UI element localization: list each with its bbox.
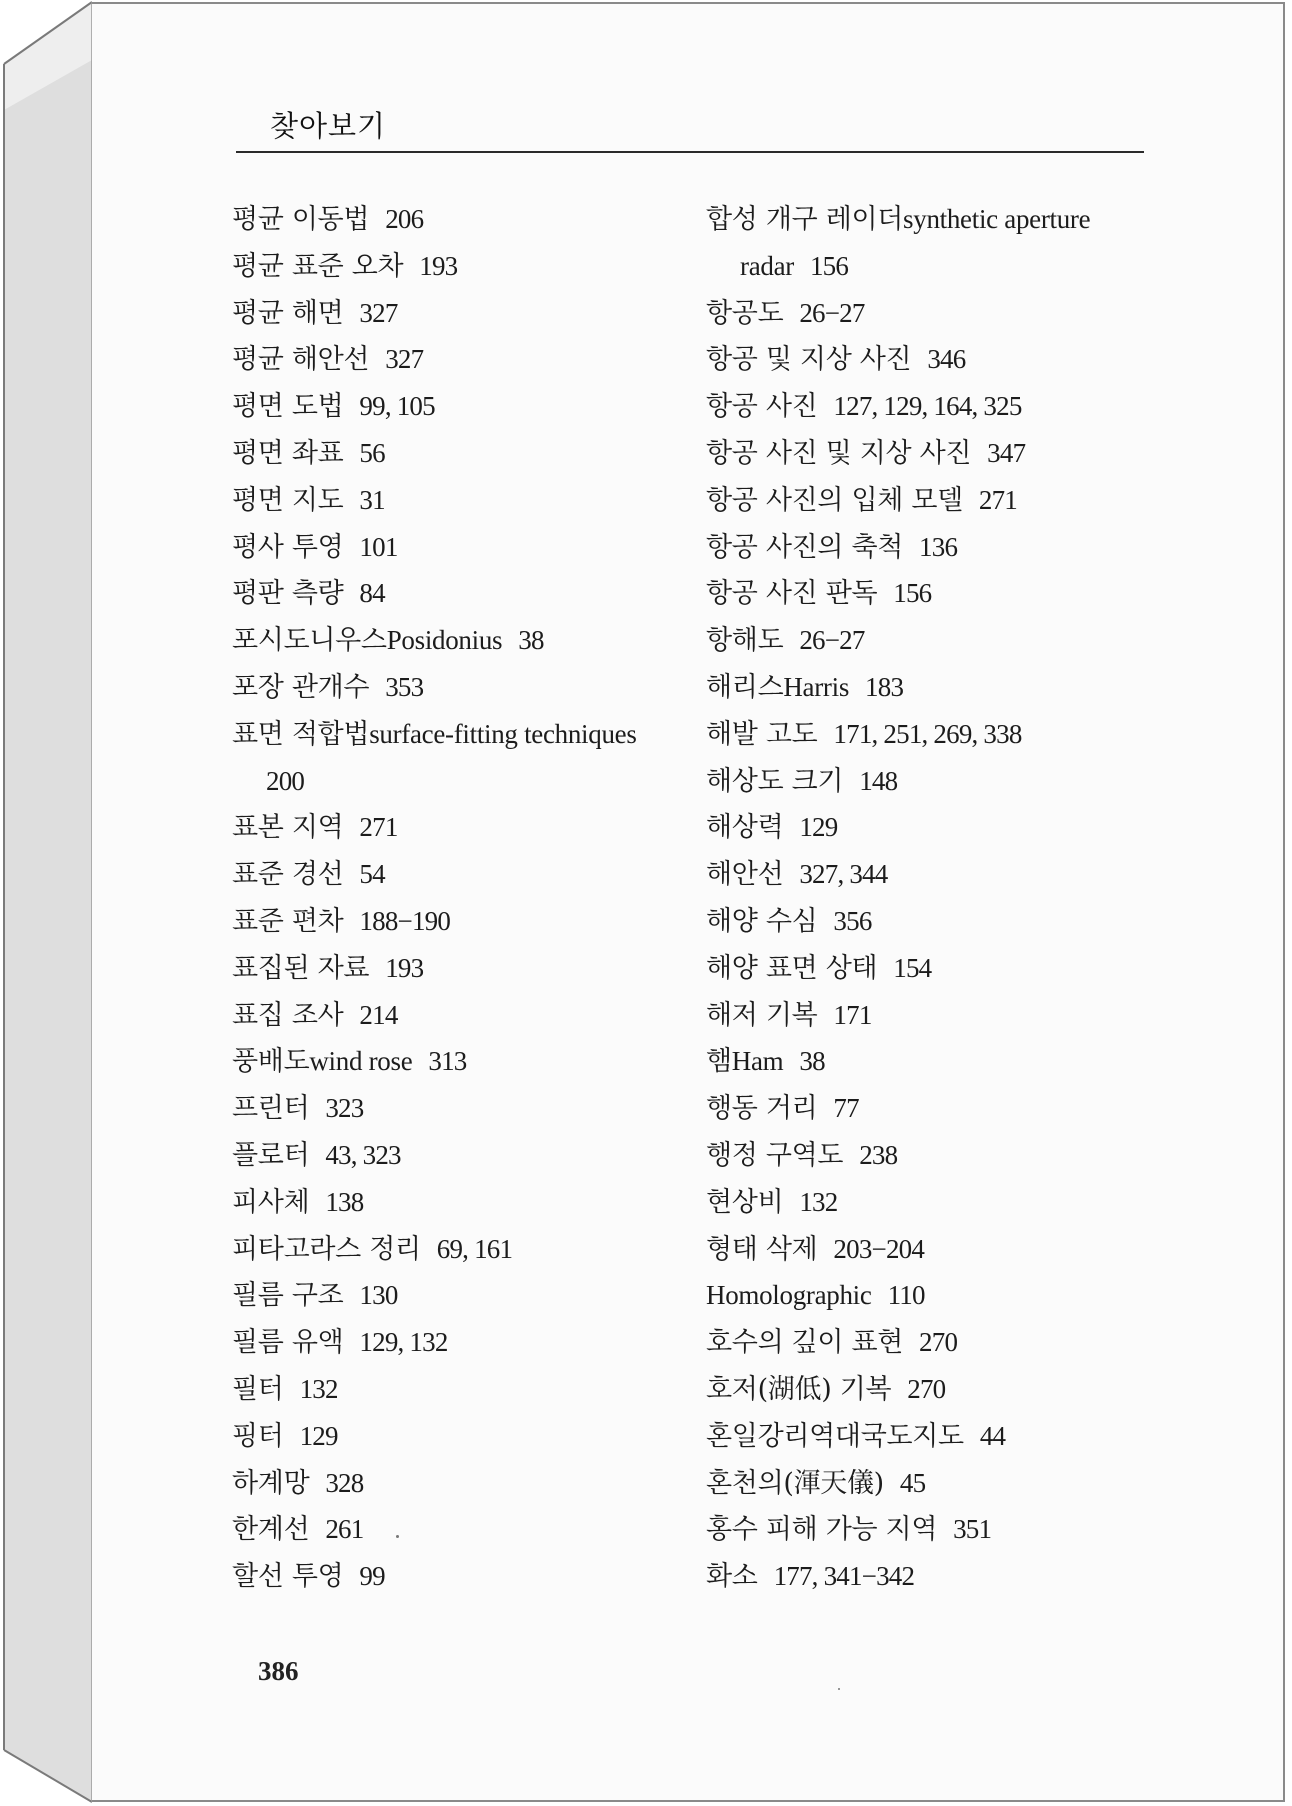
index-entry [232,1319,692,1366]
index-term: 평면 좌표 [232,437,344,469]
index-pages: 323 [325,1093,364,1124]
index-term: 풍배도 [232,1046,310,1078]
index-term: 항공 사진 [706,391,818,423]
index-term: 프린터 [232,1093,310,1125]
index-term-english: Ham [731,1046,784,1077]
index-pages: 127, 129, 164, 325 [833,391,1022,422]
index-term: 표본 지역 [232,812,344,844]
index-pages: 270 [907,1373,946,1404]
index-pages: 69, 161 [436,1233,513,1264]
index-entry [232,945,692,992]
index-term: 표집 조사 [232,999,344,1031]
index-entry [706,524,1166,571]
index-entry [706,1319,1166,1366]
index-term: 행정 구역도 [706,1139,844,1171]
index-term: 항공 사진 판독 [706,578,878,610]
index-entry [232,851,692,898]
index-entry [232,336,692,383]
index-term: 해양 표면 상태 [706,952,878,984]
index-pages: 271 [359,812,398,843]
index-entry [706,851,1166,898]
index-term: 햄 [706,1046,732,1078]
index-pages: 129, 132 [359,1327,448,1358]
index-entry [706,1366,1166,1413]
index-entry [232,290,692,337]
index-term: 항공 및 지상 사진 [706,344,912,376]
index-pages: 183 [865,671,904,702]
index-entry [706,1413,1166,1460]
index-entry [232,617,692,664]
index-pages: 206 [385,204,424,234]
index-pages: 347 [987,437,1026,468]
page-number: 386 [258,1656,299,1686]
index-entry [706,1179,1166,1226]
index-entry [706,1226,1166,1273]
index-term: 피타고라스 정리 [232,1233,421,1265]
index-pages: 56 [359,437,385,468]
index-pages: 99, 105 [359,391,435,422]
index-entry [706,804,1166,851]
index-entry [232,1085,692,1132]
index-term: 표집된 자료 [232,952,370,984]
index-entry [706,1038,1166,1085]
index-term: 행동 거리 [706,1093,818,1125]
index-entry [706,290,1166,337]
index-pages: 261 [325,1514,364,1545]
index-entry [232,1132,692,1179]
index-term-english: Posidonius [386,625,503,656]
index-entry [706,196,1166,243]
index-pages: 270 [919,1327,958,1358]
index-entry [706,336,1166,383]
index-column-left [232,196,692,1600]
index-term: 필터 [232,1373,284,1405]
index-term: 표면 적합법 [232,718,370,750]
index-entry [232,430,692,477]
index-term: 혼일강리역대국도지도 [706,1420,964,1452]
index-entry [706,570,1166,617]
index-term-english: wind rose [309,1046,413,1077]
book-spine-edge [0,0,96,1806]
index-entry [232,1553,692,1600]
index-entry [706,1132,1166,1179]
index-entry [232,477,692,524]
index-entry [706,945,1166,992]
index-entry [232,243,692,290]
index-term: 현상비 [706,1186,784,1218]
index-entry [232,383,692,430]
index-entry [232,1038,692,1085]
index-term: 합성 개구 레이더 [706,204,904,235]
index-entry [232,758,692,805]
index-entry [232,1506,692,1553]
index-term: 항공도 [706,297,784,329]
index-term: 핑터 [232,1420,284,1452]
page-header-title: 찾아보기 [270,109,387,143]
index-pages: 132 [299,1373,338,1404]
index-entry [232,1179,692,1226]
index-pages: 148 [859,765,898,796]
index-term: 호저(湖低) 기복 [706,1373,892,1405]
index-term-english: Homolographic [706,1280,872,1311]
index-entry [706,1460,1166,1507]
index-term: 평균 이동법 [232,204,370,235]
index-pages: 154 [893,952,932,983]
index-pages: 45 [899,1467,926,1498]
index-term: 해저 기복 [706,999,818,1031]
index-pages: 214 [359,999,398,1030]
index-term-english: surface-fitting techniques [369,718,637,749]
index-pages: 346 [927,344,966,375]
index-term-english: radar [740,250,794,281]
index-pages: 177, 341−342 [773,1561,915,1592]
index-term: 플로터 [232,1139,310,1171]
index-pages: 351 [953,1514,992,1545]
index-pages: 44 [979,1420,1006,1451]
index-pages: 38 [799,1046,825,1077]
index-pages: 156 [809,250,849,281]
index-term-english: Harris [783,671,850,702]
index-entry [232,1413,692,1460]
stray-dot [396,1535,399,1538]
index-term: 항해도 [706,625,784,657]
index-entry [706,617,1166,664]
index-entry [232,711,692,758]
index-pages: 193 [419,250,458,281]
index-term: 형태 삭제 [706,1233,818,1265]
header-rule [236,151,1144,153]
index-entry [232,524,692,571]
index-pages: 238 [859,1139,898,1170]
index-entry [232,898,692,945]
index-term: 평면 지도 [232,484,344,516]
index-term: 필름 구조 [232,1280,344,1312]
index-term: 호수의 깊이 표현 [706,1327,904,1359]
index-entry [706,1272,1166,1319]
index-entry [232,1460,692,1507]
index-pages: 77 [833,1093,859,1124]
index-term: 평균 해면 [232,297,344,329]
index-term: 해발 고도 [706,718,818,750]
index-entry [232,992,692,1039]
index-pages: 328 [325,1467,364,1498]
index-term: 평면 도법 [232,391,344,423]
index-term: 혼천의(渾天儀) [706,1467,884,1499]
index-pages: 110 [887,1280,925,1311]
index-term: 해양 수심 [706,905,818,937]
index-entry [232,804,692,851]
index-pages: 353 [385,671,424,702]
index-entry [706,383,1166,430]
index-pages: 356 [833,905,872,936]
index-pages: 193 [385,952,424,983]
index-pages: 203−204 [833,1233,925,1264]
index-term: 하계망 [232,1467,310,1499]
index-entry [706,1553,1166,1600]
index-term: 피사체 [232,1186,310,1218]
index-pages: 313 [428,1046,467,1077]
index-term: 필름 유액 [232,1327,344,1359]
index-term: 포시도니우스 [232,625,387,657]
index-entry [706,664,1166,711]
index-term: 해상도 크기 [706,765,844,797]
index-pages: 26−27 [799,297,865,328]
index-pages: 327, 344 [799,859,888,890]
index-entry [232,570,692,617]
index-term: 항공 사진의 입체 모델 [706,484,963,516]
index-pages: 327 [385,344,424,375]
index-entry [706,1085,1166,1132]
index-pages: 132 [799,1186,838,1217]
index-pages: 136 [919,531,958,562]
index-term: 평균 해안선 [232,344,370,376]
index-entry [706,477,1166,524]
index-pages: 130 [359,1280,398,1311]
index-term: 항공 사진의 축척 [706,531,904,563]
index-term: 표준 경선 [232,859,344,891]
index-entry [706,711,1166,758]
index-term: 홍수 피해 가능 지역 [706,1514,938,1546]
index-term: 해안선 [706,859,784,891]
index-column-right [706,196,1166,1600]
index-pages: 43, 323 [325,1139,401,1170]
index-entry [232,196,692,243]
index-term: 한계선 [232,1514,310,1546]
index-term: 할선 투영 [232,1561,344,1593]
index-pages: 54 [359,859,385,890]
index-pages: 327 [359,297,398,328]
index-term: 평균 표준 오차 [232,250,404,282]
index-pages: 38 [518,625,544,656]
index-entry [706,1506,1166,1553]
index-entry [232,1226,692,1273]
index-term: 해상력 [706,812,784,844]
index-term: 해리스 [706,671,784,703]
index-entry [706,243,1166,290]
index-term: 평판 측량 [232,578,344,610]
index-pages: 99 [359,1561,385,1592]
index-pages: 171, 251, 269, 338 [833,718,1022,749]
index-pages: 26−27 [799,625,865,656]
index-entry [706,758,1166,805]
index-entry [232,1366,692,1413]
index-term: 표준 편차 [232,905,344,937]
index-entry [232,664,692,711]
index-pages: 138 [325,1186,364,1217]
index-pages: 129 [299,1420,338,1451]
index-term: 포장 관개수 [232,671,370,703]
stray-dot [838,1688,840,1690]
index-entry [706,992,1166,1039]
index-entry [706,898,1166,945]
index-entry [706,430,1166,477]
index-pages: 188−190 [359,905,451,936]
index-entry [232,1272,692,1319]
index-term-english: synthetic aperture [903,204,1091,234]
index-pages: 171 [833,999,872,1030]
index-pages: 271 [978,484,1017,515]
index-term: 화소 [706,1561,758,1593]
index-pages: 200 [266,765,305,796]
index-term: 항공 사진 및 지상 사진 [706,437,972,469]
index-pages: 129 [799,812,838,843]
index-pages: 31 [359,484,385,515]
index-pages: 156 [893,578,932,609]
index-pages: 84 [359,578,385,609]
index-pages: 101 [359,531,398,562]
index-term: 평사 투영 [232,531,344,563]
